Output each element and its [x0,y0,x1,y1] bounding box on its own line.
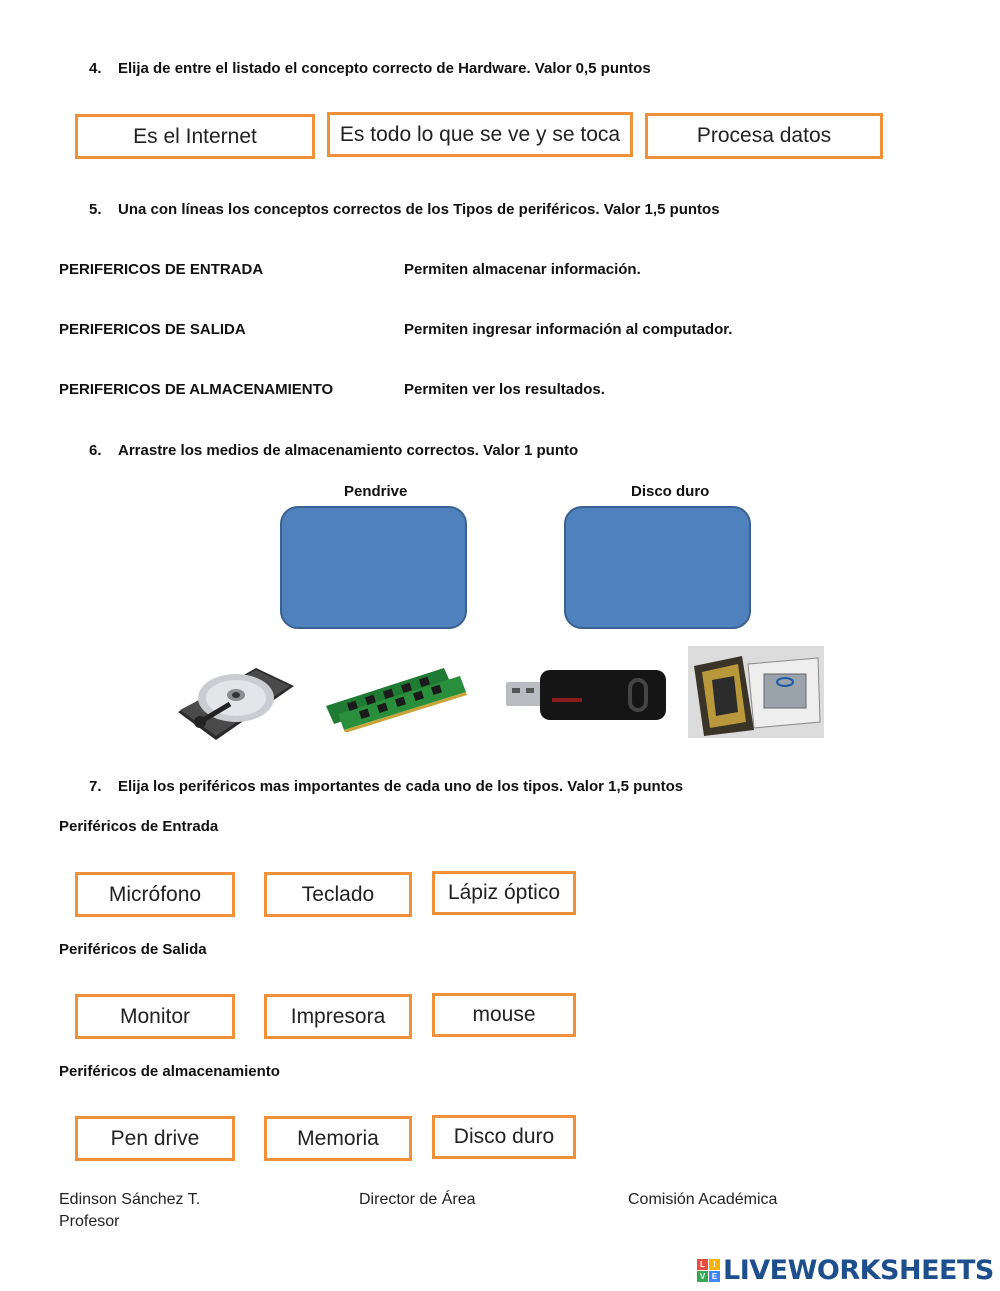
cpu-icon [688,646,824,738]
director-signature: Director de Área [359,1191,476,1208]
q5-left-item[interactable]: PERIFERICOS DE ALMACENAMIENTO [59,381,334,398]
question-4 [89,60,651,77]
usb-pendrive-image[interactable] [504,666,668,724]
drop-zone-pendrive[interactable] [280,506,467,629]
group-title-entrada: Periféricos de Entrada [59,818,219,835]
liveworksheets-logo [697,1255,994,1286]
question-text: Elija de entre el listado el concepto correcto de Hardware. Valor 0,5 puntos [118,60,651,77]
logo-text: LIVEWORKSHEETS [723,1255,994,1286]
group-title-almacenamiento: Periféricos de almacenamiento [59,1063,280,1080]
question-number: 4. [89,60,102,77]
logo-letter: I [709,1259,720,1270]
question-number: 5. [89,201,102,218]
logo-letter: L [697,1259,708,1270]
q7-almacenamiento-option-1[interactable]: Pen drive [75,1116,235,1161]
q7-salida-option-2[interactable]: Impresora [264,994,412,1039]
question-5 [89,201,720,218]
logo-mark-icon [697,1259,720,1282]
question-number: 7. [89,778,102,795]
q7-almacenamiento-option-2[interactable]: Memoria [264,1116,412,1161]
logo-letter: E [709,1271,720,1282]
question-text: Elija los periféricos mas importantes de cada uno de los tipos. Valor 1,5 puntos [118,778,684,795]
q4-option-3[interactable]: Procesa datos [645,113,883,159]
group-title-salida: Periféricos de Salida [59,941,207,958]
q7-salida-option-1[interactable]: Monitor [75,994,235,1039]
hard-disk-image[interactable] [170,664,296,742]
q4-option-2[interactable]: Es todo lo que se ve y se toca [327,112,633,157]
q7-entrada-option-1[interactable]: Micrófono [75,872,235,917]
teacher-role: Profesor [59,1213,120,1230]
drop-label-pendrive: Pendrive [344,483,408,500]
drop-zone-disco-duro[interactable] [564,506,751,629]
q5-right-item[interactable]: Permiten ingresar información al computador. [404,321,733,338]
question-text: Una con líneas los conceptos correctos de los Tipos de periféricos. Valor 1,5 puntos [118,201,720,218]
q4-option-1[interactable]: Es el Internet [75,114,315,159]
q5-left-item[interactable]: PERIFERICOS DE ENTRADA [59,261,264,278]
question-6 [89,442,578,459]
q7-almacenamiento-option-3[interactable]: Disco duro [432,1115,576,1159]
q5-left-item[interactable]: PERIFERICOS DE SALIDA [59,321,246,338]
ram-memory-image[interactable] [324,664,468,732]
question-number: 6. [89,442,102,459]
teacher-name: Edinson Sánchez T. [59,1191,201,1208]
q7-entrada-option-3[interactable]: Lápiz óptico [432,871,576,915]
commission-signature: Comisión Académica [628,1191,778,1208]
q5-right-item[interactable]: Permiten ver los resultados. [404,381,605,398]
question-text: Arrastre los medios de almacenamiento correctos. Valor 1 punto [118,442,579,459]
cpu-processor-image[interactable] [688,646,824,738]
question-7 [89,778,683,795]
q5-right-item[interactable]: Permiten almacenar información. [404,261,641,278]
q7-entrada-option-2[interactable]: Teclado [264,872,412,917]
logo-letter: V [697,1271,708,1282]
q7-salida-option-3[interactable]: mouse [432,993,576,1037]
drop-label-disco-duro: Disco duro [631,483,710,500]
